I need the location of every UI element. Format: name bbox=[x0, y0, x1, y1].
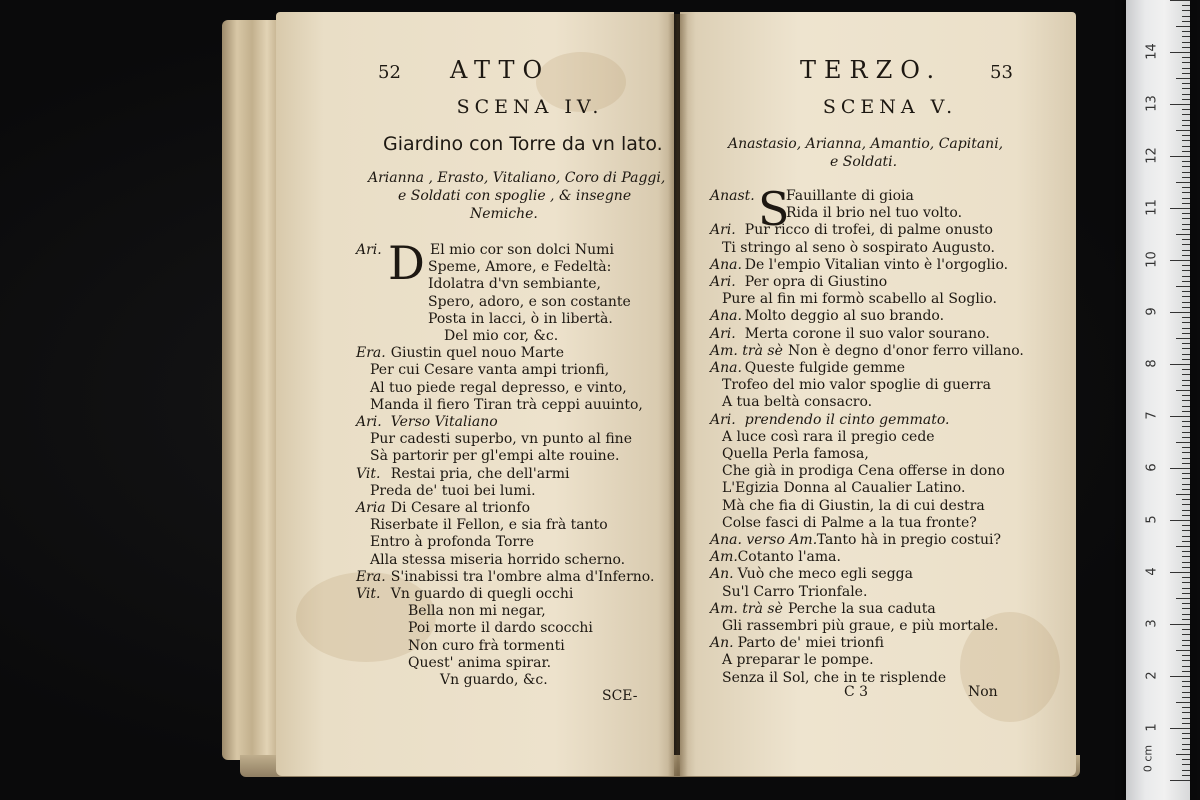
verse-line: Pure al fin mi formò scabello al Soglio. bbox=[722, 291, 997, 308]
right-catchword: Non bbox=[968, 684, 998, 700]
verse-line: A preparar le pompe. bbox=[722, 652, 874, 669]
ruler-tick bbox=[1182, 348, 1190, 349]
speaker-label: Ari. bbox=[710, 274, 736, 290]
ruler-number: 10 bbox=[1144, 251, 1160, 268]
ruler-tick bbox=[1182, 437, 1190, 438]
ruler-tick bbox=[1182, 551, 1190, 552]
ruler-tick bbox=[1182, 198, 1190, 199]
ruler-tick bbox=[1182, 94, 1190, 95]
verse-line: Ti stringo al seno ò sospirato Augusto. bbox=[722, 239, 995, 256]
ruler-tick bbox=[1182, 749, 1190, 750]
ruler-tick bbox=[1176, 598, 1190, 599]
verse-line: Restai pria, che dell'armi bbox=[390, 465, 570, 482]
speaker-label: Anast. bbox=[710, 188, 755, 204]
ruler-tick bbox=[1170, 260, 1190, 261]
verse-line: A tua beltà consacro. bbox=[722, 394, 873, 411]
verse-line: Tanto hà in pregio costui? bbox=[816, 532, 1002, 548]
verse-line: Vuò che meco egli segga bbox=[737, 566, 913, 583]
verse-line: Verso Vitaliano bbox=[390, 414, 498, 430]
ruler-tick bbox=[1182, 354, 1190, 355]
left-running-head: ATTO bbox=[450, 56, 551, 84]
ruler-tick bbox=[1182, 614, 1190, 615]
ruler-tick bbox=[1176, 182, 1190, 183]
verse-line: Merta corone il suo valor sourano. bbox=[744, 325, 990, 342]
ruler-tick bbox=[1182, 744, 1190, 745]
ruler-tick bbox=[1182, 333, 1190, 334]
ruler-number: 9 bbox=[1144, 307, 1160, 316]
verse-line: Sà partorir per gl'empi alte rouine. bbox=[370, 448, 620, 465]
verse-line: Alla stessa miseria horrido scherno. bbox=[370, 551, 626, 568]
right-scene-heading: SCENA V. bbox=[822, 96, 958, 118]
ruler-tick bbox=[1182, 177, 1190, 178]
ruler-tick bbox=[1182, 120, 1190, 121]
ruler-tick bbox=[1182, 452, 1190, 453]
ruler-tick bbox=[1182, 692, 1190, 693]
ruler-tick bbox=[1182, 499, 1190, 500]
verse-line: Senza il Sol, che in te risplende bbox=[722, 669, 947, 686]
verse-line: Colse fasci di Palme a la tua fronte? bbox=[722, 514, 977, 531]
ruler-tick bbox=[1176, 390, 1190, 391]
ruler-tick bbox=[1182, 629, 1190, 630]
ruler-tick bbox=[1182, 140, 1190, 141]
ruler-tick bbox=[1176, 546, 1190, 547]
verse-line: Per opra di Giustino bbox=[744, 274, 888, 290]
ruler-tick bbox=[1182, 510, 1190, 511]
book-gutter bbox=[668, 14, 688, 776]
ruler-tick bbox=[1182, 395, 1190, 396]
verse-line: Quest' anima spirar. bbox=[408, 654, 552, 671]
ruler-tick bbox=[1182, 328, 1190, 329]
verse-line: Parto de' miei trionfi bbox=[737, 635, 885, 652]
ruler-tick bbox=[1182, 723, 1190, 724]
ruler-tick bbox=[1182, 478, 1190, 479]
character-list-line: e Soldati. bbox=[830, 154, 898, 170]
ruler-tick bbox=[1182, 172, 1190, 173]
ruler-tick bbox=[1182, 36, 1190, 37]
ruler-tick bbox=[1170, 780, 1190, 781]
ruler-tick bbox=[1182, 146, 1190, 147]
verse-line: Cotanto l'ama. bbox=[737, 549, 841, 566]
ruler-tick bbox=[1176, 702, 1190, 703]
ruler-tick bbox=[1182, 239, 1190, 240]
speaker-label: Am. trà sè bbox=[710, 600, 783, 617]
ruler-number: 8 bbox=[1144, 359, 1160, 368]
verse-line: Non è degno d'onor ferro villano. bbox=[788, 342, 1024, 359]
ruler-number: 5 bbox=[1144, 515, 1160, 524]
ruler-tick bbox=[1182, 83, 1190, 84]
ruler-tick bbox=[1182, 660, 1190, 661]
verse-line: Su'l Carro Trionfale. bbox=[722, 583, 868, 600]
ruler-tick bbox=[1176, 78, 1190, 79]
ruler-tick bbox=[1176, 754, 1190, 755]
ruler-tick bbox=[1182, 473, 1190, 474]
ruler-tick bbox=[1182, 99, 1190, 100]
ruler-number: 13 bbox=[1144, 95, 1160, 112]
ruler-tick bbox=[1182, 250, 1190, 251]
ruler-tick bbox=[1182, 343, 1190, 344]
ruler-tick bbox=[1182, 213, 1190, 214]
measuring-ruler bbox=[1126, 0, 1190, 800]
ruler-tick bbox=[1182, 229, 1190, 230]
ruler-tick bbox=[1182, 556, 1190, 557]
speaker-label: Vit. bbox=[356, 586, 381, 602]
ruler-tick bbox=[1182, 187, 1190, 188]
ruler-tick bbox=[1182, 270, 1190, 271]
ruler-tick bbox=[1182, 192, 1190, 193]
speaker-label: Ari. bbox=[710, 325, 736, 342]
ruler-tick bbox=[1182, 42, 1190, 43]
verse-line: Gli rassembri più graue, e più mortale. bbox=[722, 618, 999, 634]
ruler-tick bbox=[1182, 62, 1190, 63]
verse-line: Preda de' tuoi bei lumi. bbox=[370, 482, 536, 499]
ruler-tick bbox=[1182, 57, 1190, 58]
ruler-tick bbox=[1182, 47, 1190, 48]
verse-line: Rida il brio nel tuo volto. bbox=[786, 205, 963, 222]
ruler-tick bbox=[1182, 21, 1190, 22]
ruler-tick bbox=[1182, 504, 1190, 505]
speaker-label: Ari. bbox=[356, 242, 382, 258]
ruler-tick bbox=[1182, 593, 1190, 594]
ruler-number: 2 bbox=[1144, 671, 1160, 680]
speaker-label: Ari. bbox=[710, 411, 736, 428]
ruler-tick bbox=[1170, 520, 1190, 521]
ruler-tick bbox=[1182, 588, 1190, 589]
ruler-tick bbox=[1182, 645, 1190, 646]
ruler-tick bbox=[1182, 218, 1190, 219]
verse-line: L'Egizia Donna al Caualier Latino. bbox=[722, 480, 966, 497]
ruler-tick bbox=[1182, 224, 1190, 225]
ruler-tick bbox=[1182, 707, 1190, 708]
verse-line: Pur ricco di trofei, di palme onusto bbox=[744, 222, 993, 239]
ruler-tick bbox=[1182, 10, 1190, 11]
ruler-tick bbox=[1182, 447, 1190, 448]
ruler-tick bbox=[1170, 364, 1190, 365]
ruler-tick bbox=[1182, 244, 1190, 245]
speaker-label: Vit. bbox=[356, 465, 381, 482]
ruler-tick bbox=[1182, 307, 1190, 308]
verse-line: Pur cadesti superbo, vn punto al fine bbox=[370, 431, 632, 448]
ruler-tick bbox=[1176, 234, 1190, 235]
ruler-tick bbox=[1182, 686, 1190, 687]
ruler-tick bbox=[1182, 302, 1190, 303]
verse-line: Spero, adoro, e son costante bbox=[428, 293, 631, 310]
character-list-line: Arianna , Erasto, Vitaliano, Coro di Paggi, bbox=[368, 170, 666, 186]
ruler-tick bbox=[1182, 125, 1190, 126]
ruler-tick bbox=[1170, 468, 1190, 469]
ruler-tick bbox=[1182, 718, 1190, 719]
verse-line: Perche la sua caduta bbox=[788, 600, 936, 617]
ruler-tick bbox=[1182, 775, 1190, 776]
ruler-number: 12 bbox=[1144, 147, 1160, 164]
ruler-tick bbox=[1182, 88, 1190, 89]
ruler-tick bbox=[1182, 733, 1190, 734]
speaker-label: Ana. bbox=[710, 308, 742, 325]
ruler-unit-label: 0 cm bbox=[1141, 744, 1155, 773]
ruler-tick bbox=[1182, 432, 1190, 433]
verse-line: Di Cesare al trionfo bbox=[390, 500, 531, 516]
left-scene-heading: SCENA IV. bbox=[456, 96, 604, 118]
ruler-tick bbox=[1176, 650, 1190, 651]
ruler-tick bbox=[1182, 681, 1190, 682]
ruler-tick bbox=[1182, 421, 1190, 422]
ruler-tick bbox=[1176, 494, 1190, 495]
ruler-tick bbox=[1170, 312, 1190, 313]
speaker-label: Era. bbox=[356, 568, 386, 585]
ruler-tick bbox=[1170, 676, 1190, 677]
left-scene-location: Giardino con Torre da vn lato. bbox=[383, 133, 663, 155]
ruler-tick bbox=[1182, 291, 1190, 292]
ruler-tick bbox=[1182, 296, 1190, 297]
ruler-tick bbox=[1182, 562, 1190, 563]
ruler-tick bbox=[1170, 624, 1190, 625]
ruler-tick bbox=[1182, 770, 1190, 771]
ruler-number: 1 bbox=[1144, 723, 1160, 732]
speaker-label: Ana. verso Am. bbox=[710, 532, 818, 548]
ruler-tick bbox=[1176, 338, 1190, 339]
ruler-tick bbox=[1182, 380, 1190, 381]
verse-line: Entro à profonda Torre bbox=[370, 534, 535, 551]
ruler-tick bbox=[1182, 73, 1190, 74]
speaker-label: Am. trà sè bbox=[710, 342, 783, 359]
ruler-tick bbox=[1182, 411, 1190, 412]
speaker-label: An. bbox=[710, 635, 734, 652]
ruler-number: 14 bbox=[1144, 43, 1160, 60]
ruler-tick bbox=[1176, 286, 1190, 287]
ruler-tick bbox=[1182, 634, 1190, 635]
ruler-number: 11 bbox=[1144, 199, 1160, 216]
ruler-tick bbox=[1176, 442, 1190, 443]
ruler-tick bbox=[1170, 572, 1190, 573]
ruler-tick bbox=[1170, 416, 1190, 417]
ruler-tick bbox=[1182, 712, 1190, 713]
ruler-tick bbox=[1182, 265, 1190, 266]
verse-line: prendendo il cinto gemmato. bbox=[744, 411, 950, 428]
ruler-tick bbox=[1182, 640, 1190, 641]
speaker-label: Ana. bbox=[710, 360, 742, 376]
ruler-tick bbox=[1170, 156, 1190, 157]
ruler-tick bbox=[1170, 208, 1190, 209]
ruler-tick bbox=[1182, 166, 1190, 167]
ruler-tick bbox=[1182, 359, 1190, 360]
ruler-tick bbox=[1182, 666, 1190, 667]
ruler-tick bbox=[1182, 31, 1190, 32]
verse-line: Trofeo del mio valor spoglie di guerra bbox=[722, 377, 992, 394]
ruler-tick bbox=[1182, 567, 1190, 568]
ruler-tick bbox=[1182, 525, 1190, 526]
ruler-tick bbox=[1182, 655, 1190, 656]
verse-line: Vn guardo, &c. bbox=[440, 672, 548, 688]
speaker-label: An. bbox=[710, 566, 734, 583]
character-list-line: Anastasio, Arianna, Amantio, Capitani, bbox=[728, 136, 1004, 152]
ruler-tick bbox=[1182, 255, 1190, 256]
speaker-label: Ari. bbox=[710, 222, 736, 239]
verse-line: Quella Perla famosa, bbox=[722, 446, 869, 462]
verse-line: El mio cor son dolci Numi bbox=[430, 242, 614, 258]
ruler-tick bbox=[1182, 151, 1190, 152]
ruler-tick bbox=[1182, 400, 1190, 401]
left-page-number: 52 bbox=[378, 62, 401, 83]
ruler-tick bbox=[1182, 109, 1190, 110]
ruler-tick bbox=[1182, 203, 1190, 204]
ruler-tick bbox=[1182, 161, 1190, 162]
right-running-head: TERZO. bbox=[800, 56, 943, 84]
verse-line: Riserbate il Fellon, e sia frà tanto bbox=[370, 517, 608, 534]
ruler-number: 6 bbox=[1144, 463, 1160, 472]
ruler-tick bbox=[1182, 764, 1190, 765]
ruler-number: 4 bbox=[1144, 567, 1160, 576]
verse-line: Per cui Cesare vanta ampi trionfi, bbox=[370, 362, 610, 379]
verse-line: Manda il fiero Tiran trà ceppi auuinto, bbox=[370, 396, 643, 413]
ruler-tick bbox=[1182, 759, 1190, 760]
ruler-tick bbox=[1182, 671, 1190, 672]
right-drop-capital: S bbox=[758, 182, 790, 236]
character-list-line: Nemiche. bbox=[470, 206, 538, 222]
verse-line: Speme, Amore, e Fedeltà: bbox=[428, 259, 612, 276]
verse-line: Molto deggio al suo brando. bbox=[744, 308, 945, 325]
ruler-tick bbox=[1182, 385, 1190, 386]
ruler-number: 3 bbox=[1144, 619, 1160, 628]
ruler-tick bbox=[1182, 536, 1190, 537]
speaker-label: Era. bbox=[356, 345, 386, 362]
ruler-tick bbox=[1182, 16, 1190, 17]
verse-line: Al tuo piede regal depresso, e vinto, bbox=[370, 379, 627, 396]
ruler-tick bbox=[1182, 68, 1190, 69]
ruler-tick bbox=[1182, 515, 1190, 516]
ruler-tick bbox=[1182, 114, 1190, 115]
ruler-number: 7 bbox=[1144, 411, 1160, 420]
speaker-label: Ana. bbox=[710, 256, 742, 273]
ruler-tick bbox=[1182, 463, 1190, 464]
verse-line: De l'empio Vitalian vinto è l'orgoglio. bbox=[744, 256, 1009, 273]
ruler-tick bbox=[1182, 5, 1190, 6]
verse-line: Queste fulgide gemme bbox=[744, 360, 906, 376]
ruler-tick bbox=[1170, 728, 1190, 729]
ruler-tick bbox=[1182, 603, 1190, 604]
verse-line: Non curo frà tormenti bbox=[408, 637, 565, 654]
ruler-tick bbox=[1170, 52, 1190, 53]
verse-line: A luce così rara il pregio cede bbox=[722, 428, 935, 445]
right-page-number: 53 bbox=[990, 62, 1013, 83]
ruler-tick bbox=[1182, 608, 1190, 609]
left-drop-capital: D bbox=[388, 236, 425, 290]
ruler-tick bbox=[1170, 104, 1190, 105]
verse-line: Poi morte il dardo scocchi bbox=[408, 620, 593, 637]
ruler-tick bbox=[1176, 130, 1190, 131]
ruler-tick bbox=[1182, 489, 1190, 490]
ruler-tick bbox=[1182, 577, 1190, 578]
ruler-tick bbox=[1182, 426, 1190, 427]
ruler-tick bbox=[1182, 530, 1190, 531]
verse-line: Che già in prodiga Cena offerse in dono bbox=[722, 463, 1005, 480]
ruler-tick bbox=[1182, 276, 1190, 277]
verse-line: Idolatra d'vn sembiante, bbox=[428, 276, 601, 293]
verse-line: Vn guardo di quegli occhi bbox=[390, 586, 574, 602]
ruler-tick bbox=[1182, 541, 1190, 542]
ruler-tick bbox=[1182, 135, 1190, 136]
ruler-tick bbox=[1182, 281, 1190, 282]
ruler-tick bbox=[1182, 458, 1190, 459]
ruler-tick bbox=[1182, 322, 1190, 323]
ruler-tick bbox=[1182, 484, 1190, 485]
right-signature-mark: C 3 bbox=[844, 684, 869, 700]
verse-line: Del mio cor, &c. bbox=[444, 328, 559, 344]
ruler-tick bbox=[1176, 26, 1190, 27]
verse-line: Posta in lacci, ò in libertà. bbox=[428, 310, 613, 327]
speaker-label: Aria bbox=[356, 500, 386, 516]
ruler-tick bbox=[1182, 619, 1190, 620]
ruler-tick bbox=[1170, 0, 1190, 1]
speaker-label: Am. bbox=[710, 549, 738, 566]
ruler-tick bbox=[1182, 317, 1190, 318]
ruler-tick bbox=[1182, 369, 1190, 370]
verse-line: Bella non mi negar, bbox=[408, 603, 546, 620]
ruler-tick bbox=[1182, 374, 1190, 375]
ruler-tick bbox=[1182, 406, 1190, 407]
book-page-edges bbox=[222, 20, 282, 760]
left-catchword: SCE- bbox=[602, 688, 638, 704]
ruler-tick bbox=[1182, 697, 1190, 698]
verse-line: Mà che fia di Giustin, la di cui destra bbox=[722, 497, 985, 514]
ruler-tick bbox=[1182, 582, 1190, 583]
verse-line: Giustin quel nouo Marte bbox=[390, 345, 565, 362]
verse-line: Fauillante di gioia bbox=[786, 188, 914, 204]
character-list-line: e Soldati con spoglie , & insegne bbox=[398, 188, 632, 204]
ruler-tick bbox=[1182, 738, 1190, 739]
speaker-label: Ari. bbox=[356, 414, 382, 430]
verse-line: S'inabissi tra l'ombre alma d'Inferno. bbox=[390, 568, 655, 585]
